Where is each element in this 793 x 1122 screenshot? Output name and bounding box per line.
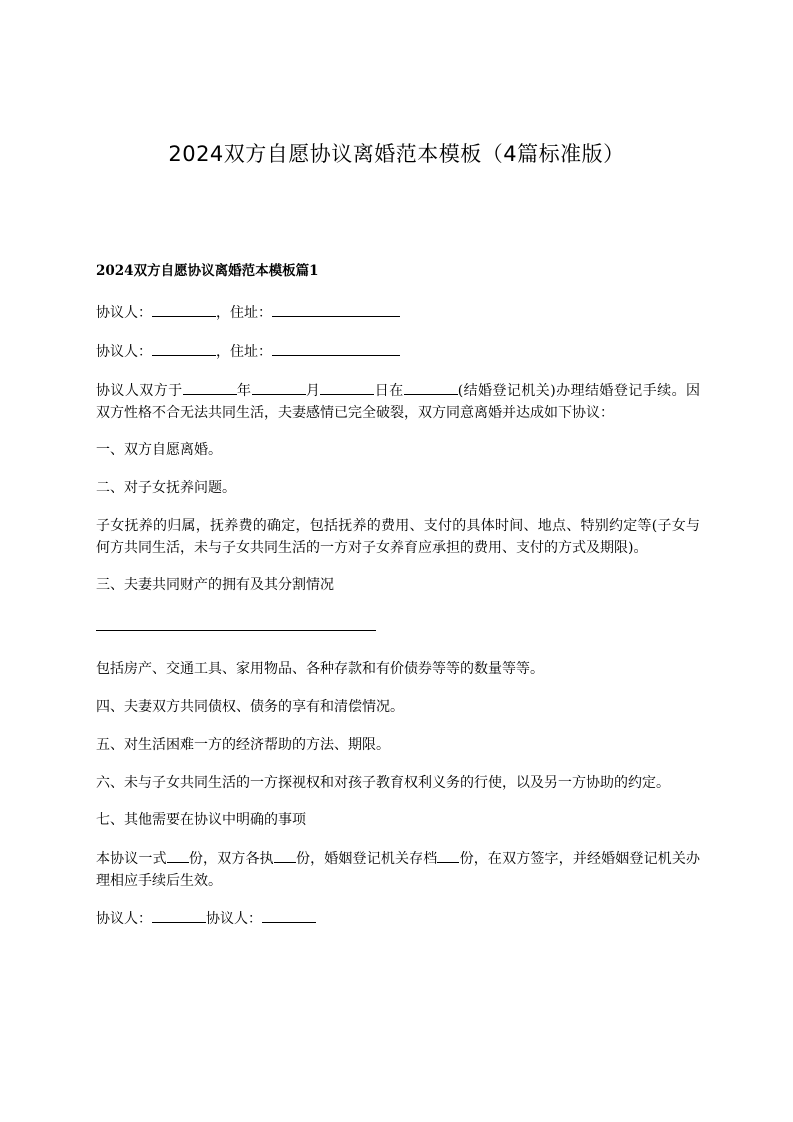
marriage-prefix: 协议人双方于 [96,383,183,399]
name-blank [152,301,216,317]
office-blank [404,379,458,395]
year-label: 年 [236,383,252,399]
child-support-paragraph: 子女抚养的归属，抚养费的确定，包括抚养的费用、支付的具体时间、地点、特别约定等(子女与何方共同生活，未与子女共同生活的一方对子女养育应承担的费用、支付的方式及期限)。 [96,518,700,556]
party-label: 协议人： [96,344,152,360]
copies-text-3: 份，婚姻登记机关存档 [295,851,438,867]
copies-blank [167,847,189,863]
party-line-2 [96,340,700,363]
signature-line [96,907,700,930]
section-heading: 2024双方自愿协议离婚范本模板篇1 [96,263,319,279]
marriage-paragraph [96,379,700,424]
month-label: 月 [305,383,321,399]
clause-1: 一、双方自愿离婚。 [96,442,222,458]
address-blank [272,340,400,356]
copies-text-4: 份，在双方签字，并经婚姻登记机关办理相应手续后生效。 [96,851,701,889]
signature-label: 协议人： [96,911,152,927]
copies-paragraph [96,847,700,892]
clause-6: 六、未与子女共同生活的一方探视权和对孩子教育权利义务的行使，以及另一方协助的约定。 [96,775,670,791]
document-title: 2024双方自愿协议离婚范本模板（4篇标准版） [168,142,625,166]
month-blank [252,379,306,395]
copies-text-1: 本协议一式 [96,851,167,867]
day-blank [320,379,374,395]
signature-blank [262,907,316,923]
name-blank [152,340,216,356]
copies-blank [274,847,296,863]
party-line-1 [96,301,700,324]
copies-blank [437,847,459,863]
property-detail: 包括房产、交通工具、家用物品、各种存款和有价债券等等的数量等等。 [96,661,544,677]
clause-4: 四、夫妻双方共同债权、债务的享有和清偿情况。 [96,699,404,715]
marriage-rest: (结婚登记机关)办理结婚登记手续。因双方性格不合无法共同生活，夫妻感情已完全破裂，双方同意离婚并达成如下协议： [96,383,701,421]
signature-blank [152,907,206,923]
property-blank-line [96,630,376,631]
clause-5: 五、对生活困难一方的经济帮助的方法、期限。 [96,737,390,753]
clause-2: 二、对子女抚养问题。 [96,480,236,496]
address-label: ，住址： [216,305,272,321]
clause-7: 七、其他需要在协议中明确的事项 [96,812,306,828]
clause-3: 三、夫妻共同财产的拥有及其分割情况 [96,577,334,593]
signature-label: 协议人： [206,911,262,927]
day-label: 日在 [374,383,404,399]
address-blank [272,301,400,317]
document-body [96,260,700,946]
party-label: 协议人： [96,305,152,321]
copies-text-2: 份，双方各执 [188,851,274,867]
address-label: ，住址： [216,344,272,360]
year-blank [183,379,237,395]
